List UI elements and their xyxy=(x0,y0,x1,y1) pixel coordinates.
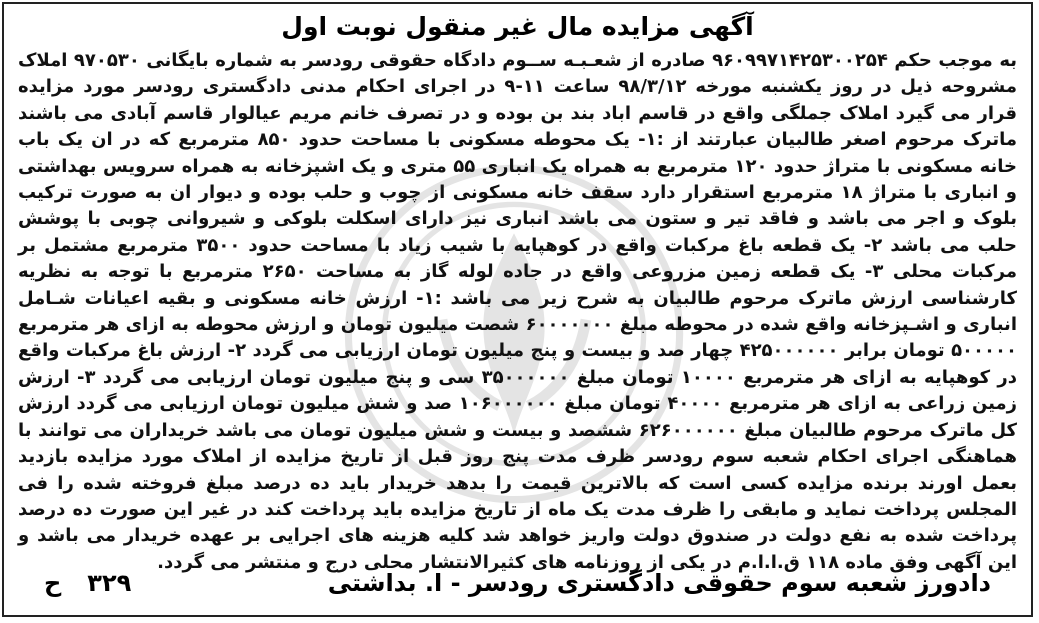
notice-frame xyxy=(2,2,1033,617)
footer-signature: دادورز شعبه سوم حقوقی دادگستری رودسر - ا. بداشتی xyxy=(327,569,991,597)
notice-title: آگهی مزایده مال غیر منقول نوبت اول xyxy=(281,12,754,41)
notice-body: به موجب حکم ۹۶۰۹۹۷۱۴۲۵۳۰۰۲۵۴ صادره از شعـبـه ســوم دادگاه حقوقی رودسر به شماره بایگانی ۹۷۰۵۳۰ املاک مشروحه ذیل در روز یکشنبه مورخه ۹۸/۳/۱۲ ساعت ۱۱-۹ در اجرای احکام مدنی دادگستری رودسر مورد مزایده قرار می گیرد املاک جملگی واقع در قاسم اباد بند بن بوده و در تصرف خانم مریم عیالوار قاسم آبادی می باشند ماترک مرحوم اصغر طالبیان عبارتند از :۱- یک محوطه مسکونی با مساحت حدود ۸۵۰ مترمربع که در ان یک باب خانه مسکونی با متراژ حدود ۱۲۰ مترمربع به همراه یک انباری ۵۵ متری و یک اشپزخانه به همراه سرویس بهداشتی و انباری با متراژ ۱۸ مترمربع استقرار دارد سقف خانه مسکونی از چوب و حلب بوده و دیوار ان به صورت ترکیب بلوک و اجر می باشد و فاقد تیر و ستون می باشد انباری نیز دارای اسکلت بلوکی و شیروانی چوبی با پوشش حلب می باشد ۲- یک قطعه باغ مرکبات واقع در کوهپایه با شیب زیاد با مساحت حدود ۳۵۰۰ مترمربع مشتمل بر مرکبات محلی ۳- یک قطعه زمین مزروعی واقع در جاده لوله گاز به مساحت ۲۶۵۰ مترمربع با توجه به نظریه کارشناسی ارزش ماترک مرحوم طالبیان به شرح زیر می باشد :۱- ارزش خانه مسکونی و بقیه اعیانات شـامل انباری و اشـپزخانه واقع شده در محوطه مبلغ ۶۰۰۰۰۰۰۰ شصت میلیون تومان و ارزش محوطه به ازای هر مترمربع ۵۰۰۰۰۰ تومان برابر ۴۲۵۰۰۰۰۰۰ چهار صد و بیست و پنج میلیون تومان ارزیابی می گردد ۲- ارزش باغ مرکبات واقع در کوهپایه به ازای هر مترمربع ۱۰۰۰۰ تومان مبلغ ۳۵۰۰۰۰۰۰ سی و پنج میلیون تومان ارزیابی می گردد ۳- ارزش زمین زراعی به ازای هر مترمربع ۴۰۰۰۰ تومان مبلغ ۱۰۶۰۰۰۰۰۰ صد و شش میلیون تومان ارزیابی می گردد ارزش کل ماترک مرحوم طالبیان مبلغ ۶۲۶۰۰۰۰۰۰ ششصد و بیست و شش میلیون تومان می باشد خریداران می توانند با هماهنگی اجرای احکام شعبه سوم رودسر ظرف مدت پنج روز قبل از تاریخ مزایده از املاک مورد مزایده بازدید بعمل اورند برنده مزایده کسی است که بالاترین قیمت را بدهد خریدار باید ده درصد مبلغ فروخته شده را فی المجلس پرداخت نماید و مابقی را ظرف مدت یک ماه از تاریخ مزایده باید پرداخت کند در غیر این صورت ده درصد پرداخت شده به نفع دولت در صندوق دولت واریز خواهد شد کلیه هزینه های اجرایی بر عهده خریدار می باشد و این آگهی وفق ماده ۱۱۸ ق.ا.ا.م در یکی از روزنامه های کثیرالانتشار محلی درج و منتشر می گردد. xyxy=(18,50,1018,573)
footer-number: ۳۲۹ xyxy=(87,569,132,597)
footer-letter: ح xyxy=(44,569,62,597)
notice-footer xyxy=(44,566,991,600)
footer-reference xyxy=(44,566,131,600)
